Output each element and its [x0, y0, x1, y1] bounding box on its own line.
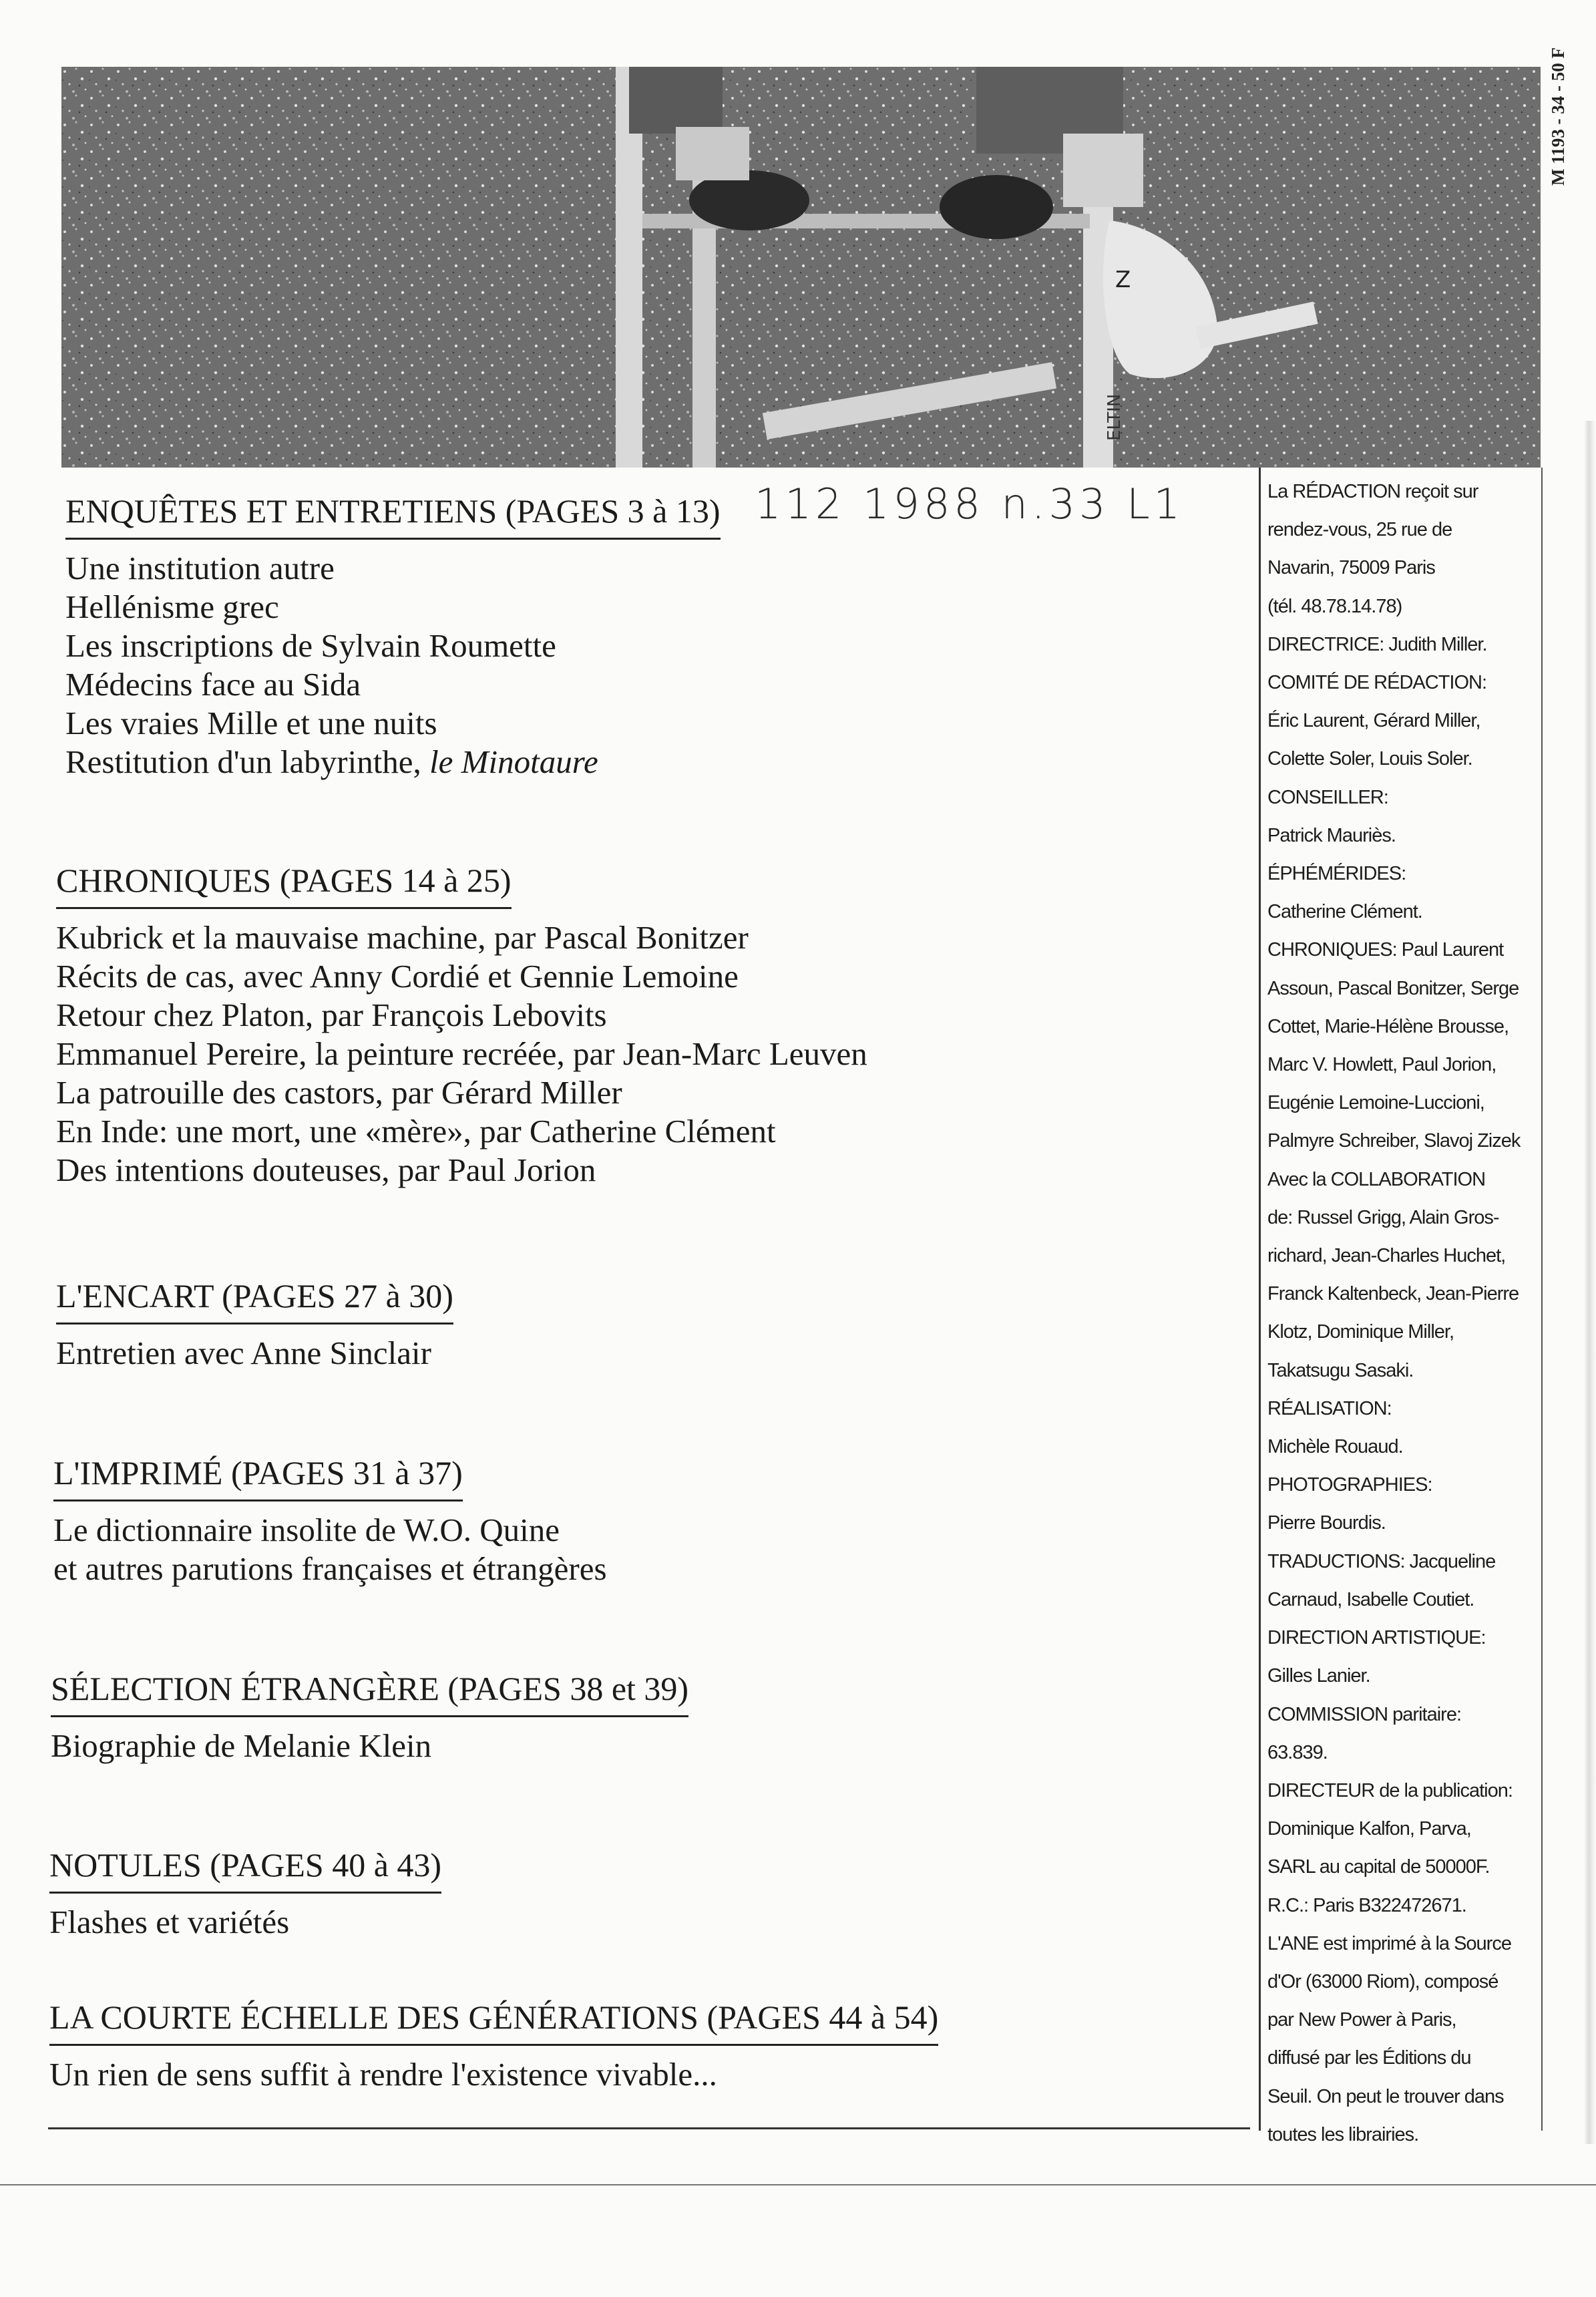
- masthead-line: Michèle Rouaud.: [1267, 1436, 1403, 1458]
- masthead-line: Navarin, 75009 Paris: [1267, 557, 1435, 579]
- masthead-line: Carnaud, Isabelle Coutiet.: [1267, 1588, 1474, 1610]
- list-item[interactable]: La patrouille des castors, par Gérard Miller: [56, 1074, 622, 1111]
- masthead-line: Avec la COLLABORATION: [1267, 1168, 1486, 1190]
- masthead-line: CHRONIQUES: Paul Laurent: [1267, 939, 1504, 961]
- masthead-line: 63.839.: [1267, 1741, 1328, 1763]
- cover-illustration: [61, 67, 1541, 468]
- masthead-line: CONSEILLER:: [1267, 786, 1388, 808]
- masthead-line: Dominique Kalfon, Parva,: [1267, 1818, 1471, 1840]
- list-item[interactable]: En Inde: une mort, une «mère», par Catherine Clément: [56, 1113, 776, 1150]
- masthead-line: ÉPHÉMÉRIDES:: [1267, 863, 1406, 885]
- masthead-line: diffusé par les Éditions du: [1267, 2047, 1471, 2069]
- list-item[interactable]: Des intentions douteuses, par Paul Jorion: [56, 1152, 596, 1188]
- list-item[interactable]: Restitution d'un labyrinthe, le Minotaure: [65, 743, 598, 780]
- side-code: M 1193 - 34 - 50 F: [1548, 47, 1568, 186]
- list-item[interactable]: et autres parutions françaises et étrangères: [53, 1550, 607, 1587]
- masthead-line: DIRECTRICE: Judith Miller.: [1267, 633, 1487, 655]
- section-heading[interactable]: L'IMPRIMÉ (PAGES 31 à 37): [53, 1453, 463, 1501]
- masthead-line: SARL au capital de 50000F.: [1267, 1856, 1490, 1878]
- masthead-line: L'ANE est imprimé à la Source: [1267, 1932, 1511, 1954]
- scan-edge: [1584, 421, 1596, 2144]
- masthead-line: Palmyre Schreiber, Slavoj Zizek: [1267, 1130, 1521, 1152]
- masthead-line: La RÉDACTION reçoit sur: [1267, 481, 1478, 502]
- list-item[interactable]: Un rien de sens suffit à rendre l'existence vivable...: [49, 2056, 717, 2093]
- masthead-credits: [1259, 468, 1543, 2145]
- section-imprime: [53, 1453, 607, 1588]
- list-item[interactable]: Récits de cas, avec Anny Cordié et Gennie Lemoine: [56, 958, 739, 995]
- section-heading[interactable]: LA COURTE ÉCHELLE DES GÉNÉRATIONS (PAGES 44 à 54): [49, 1997, 938, 2046]
- masthead-line: Eugénie Lemoine-Luccioni,: [1267, 1092, 1484, 1114]
- list-item[interactable]: Une institution autre: [65, 550, 335, 586]
- masthead-line: d'Or (63000 Riom), composé: [1267, 1970, 1499, 1992]
- cover-illustration-icon: [61, 67, 1541, 468]
- masthead-line: de: Russel Grigg, Alain Gros-: [1267, 1206, 1499, 1228]
- masthead-line: Colette Soler, Louis Soler.: [1267, 748, 1472, 770]
- masthead-line: COMMISSION paritaire:: [1267, 1703, 1461, 1725]
- masthead-line: RÉALISATION:: [1267, 1397, 1392, 1419]
- masthead-line: Assoun, Pascal Bonitzer, Serge: [1267, 977, 1519, 999]
- section-selection-etrangere: [51, 1668, 688, 1765]
- masthead-line: R.C.: Paris B322472671.: [1267, 1894, 1466, 1916]
- list-item[interactable]: Biographie de Melanie Klein: [51, 1727, 432, 1764]
- masthead-line: COMITÉ DE RÉDACTION:: [1267, 672, 1487, 694]
- masthead-line: richard, Jean-Charles Huchet,: [1267, 1245, 1506, 1267]
- masthead-line: par New Power à Paris,: [1267, 2009, 1456, 2031]
- masthead-line: rendez-vous, 25 rue de: [1267, 519, 1452, 541]
- section-heading[interactable]: L'ENCART (PAGES 27 à 30): [56, 1276, 453, 1324]
- handwritten-note: 112 1988 n.33 L1: [755, 480, 1185, 528]
- section-heading[interactable]: ENQUÊTES ET ENTRETIENS (PAGES 3 à 13): [65, 491, 721, 540]
- masthead-line: PHOTOGRAPHIES:: [1267, 1474, 1432, 1496]
- list-item[interactable]: Retour chez Platon, par François Lebovits: [56, 997, 607, 1033]
- masthead-line: DIRECTEUR de la publication:: [1267, 1779, 1513, 1801]
- svg-text:Z: Z: [1115, 267, 1131, 293]
- masthead-line: Cottet, Marie-Hélène Brousse,: [1267, 1015, 1509, 1037]
- bottom-rule: [48, 2127, 1250, 2129]
- list-item[interactable]: Kubrick et la mauvaise machine, par Pascal Bonitzer: [56, 919, 749, 956]
- masthead-line: toutes les librairies.: [1267, 2123, 1419, 2145]
- masthead-line: Takatsugu Sasaki.: [1267, 1359, 1414, 1381]
- section-heading[interactable]: NOTULES (PAGES 40 à 43): [49, 1845, 441, 1894]
- list-item[interactable]: Le dictionnaire insolite de W.O. Quine: [53, 1512, 560, 1548]
- list-item[interactable]: Hellénisme grec: [65, 588, 279, 625]
- list-item[interactable]: Les vraies Mille et une nuits: [65, 705, 437, 741]
- page-bottom-line: [0, 2184, 1596, 2185]
- section-heading[interactable]: CHRONIQUES (PAGES 14 à 25): [56, 860, 512, 909]
- masthead-line: Marc V. Howlett, Paul Jorion,: [1267, 1054, 1497, 1076]
- section-courte-echelle: [49, 1997, 938, 2094]
- masthead-line: TRADUCTIONS: Jacqueline: [1267, 1550, 1496, 1572]
- masthead-line: Pierre Bourdis.: [1267, 1512, 1386, 1534]
- section-encart: [56, 1276, 453, 1373]
- list-item[interactable]: Les inscriptions de Sylvain Roumette: [65, 627, 556, 664]
- section-notules: [49, 1845, 441, 1942]
- list-item[interactable]: Emmanuel Pereire, la peinture recréée, par Jean-Marc Leuven: [56, 1035, 867, 1072]
- list-item[interactable]: Médecins face au Sida: [65, 666, 361, 703]
- masthead-line: Seuil. On peut le trouver dans: [1267, 2085, 1504, 2107]
- masthead-line: (tél. 48.78.14.78): [1267, 595, 1402, 617]
- masthead-line: Patrick Mauriès.: [1267, 824, 1396, 846]
- masthead-line: Catherine Clément.: [1267, 901, 1422, 923]
- list-item[interactable]: Flashes et variétés: [49, 1904, 290, 1940]
- svg-text:ELTIN: ELTIN: [1105, 393, 1125, 441]
- masthead-line: Klotz, Dominique Miller,: [1267, 1321, 1454, 1343]
- section-heading[interactable]: SÉLECTION ÉTRANGÈRE (PAGES 38 et 39): [51, 1668, 688, 1717]
- masthead-line: Éric Laurent, Gérard Miller,: [1267, 710, 1480, 732]
- masthead-line: DIRECTION ARTISTIQUE:: [1267, 1627, 1486, 1649]
- italic-title: le Minotaure: [429, 743, 598, 780]
- list-item[interactable]: Entretien avec Anne Sinclair: [56, 1335, 431, 1371]
- section-enquetes: [65, 491, 721, 781]
- masthead-line: Gilles Lanier.: [1267, 1665, 1370, 1687]
- section-chroniques: [56, 860, 867, 1190]
- masthead-line: Franck Kaltenbeck, Jean-Pierre: [1267, 1283, 1519, 1305]
